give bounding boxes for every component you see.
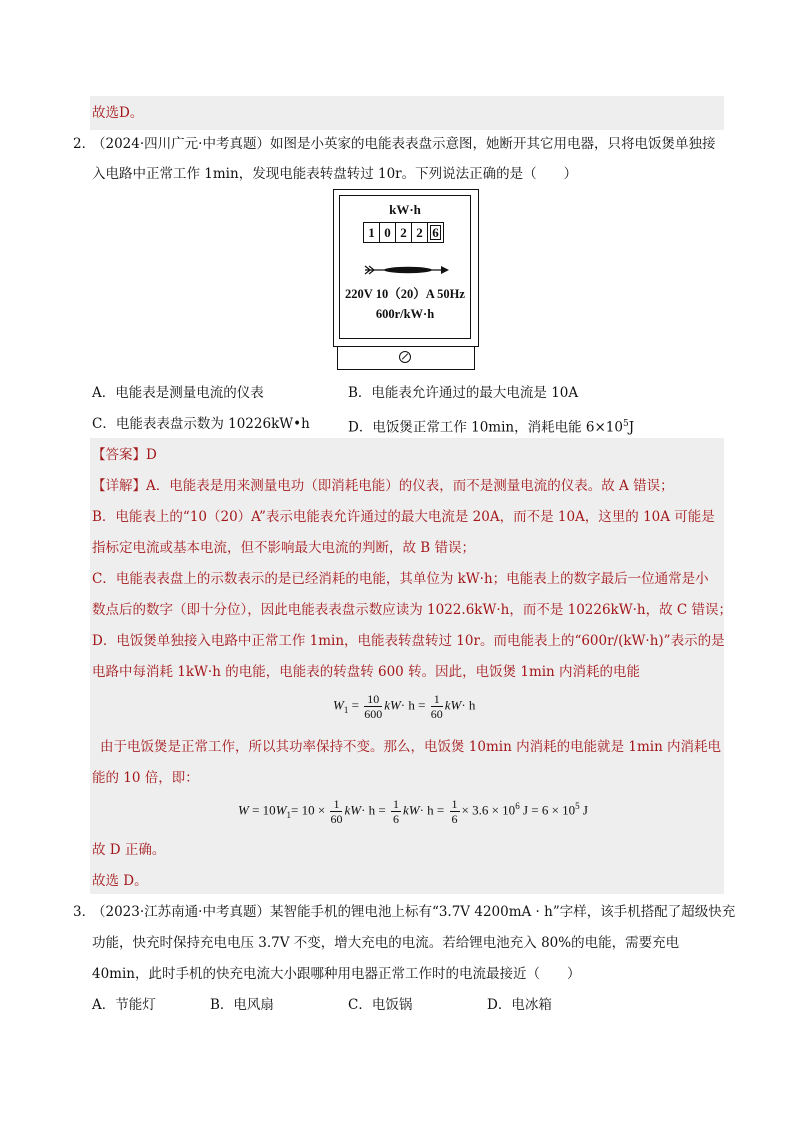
meter-digit: 2 xyxy=(396,223,412,242)
meter-disc-arrow-icon xyxy=(361,263,451,277)
q2-analysis-e2: 能的 10 倍，即： xyxy=(92,770,199,786)
q2-answer: 【答案】D xyxy=(92,447,157,463)
q2-option-b: B．电能表允许通过的最大电流是 10A xyxy=(348,385,579,401)
meter-digit-decimal: 6 xyxy=(428,223,443,242)
q2-analysis-c1: C．电能表表盘上的示数表示的是已经消耗的电能，其单位为 kW·h；电能表上的数字最后一位通常是小 xyxy=(92,571,709,587)
meter-digit: 0 xyxy=(380,223,396,242)
meter-rating: 220V 10（20）A 50Hz xyxy=(345,287,465,301)
q3-number: 3． xyxy=(73,904,96,920)
q3-line2: 功能，快充时保持充电电压 3.7V 不变，增大充电的电流。若给锂电池充入 80%的电能，需要充电 xyxy=(92,935,680,951)
q2-analysis-f: 故 D 正确。 xyxy=(92,842,166,858)
q2-number: 2． xyxy=(73,136,96,152)
q3-option-d: D．电冰箱 xyxy=(487,997,552,1013)
q3-option-c: C．电饭锅 xyxy=(348,997,413,1013)
q2-analysis-e1: 由于电饭煲是正常工作，所以其功率保持不变。那么，电饭煲 10min 内消耗的电能就是 1min 内消耗电 xyxy=(100,739,722,755)
q2-analysis-g: 故选 D。 xyxy=(92,873,148,889)
prev-analysis-shade xyxy=(90,96,724,130)
q3-line1: （2023·江苏南通·中考真题）某智能手机的锂电池上标有“3.7V 4200mA · h”字样，该手机搭配了超级快充 xyxy=(92,904,736,920)
screw-icon xyxy=(399,351,411,363)
q2-option-c: C．电能表表盘示数为 10226kW•h xyxy=(92,416,310,432)
prev-conclusion: 故选D。 xyxy=(92,105,144,121)
q2-analysis-c2: 数点后的数字（即十分位），因此电能表表盘示数应读为 1022.6kW·h，而不是 10226kW·h，故 C 错误； xyxy=(92,602,733,618)
electric-meter-figure xyxy=(333,189,479,371)
equation-w: $W = 10W_1= 10$ × $\frac{1}{60}$ kW· h = $\frac{1}{6}$ kW· h = $\frac{1}{6}$ × $3.6 \times 10^6$ $J = 6 \times 10^5$ J xyxy=(238,797,588,826)
meter-digit: 2 xyxy=(412,223,428,242)
q2-analysis-a: 【详解】A．电能表是用来测量电功（即消耗电能）的仪表，而不是测量电流的仪表。故 A 错误； xyxy=(92,478,674,494)
q3-option-a: A．节能灯 xyxy=(92,997,156,1013)
q2-analysis-b2: 指标定电流或基本电流，但不影响最大电流的判断，故 B 错误； xyxy=(92,540,476,556)
q2-analysis-d1: D．电饭煲单独接入电路中正常工作 1min，电能表转盘转过 10r。而电能表上的“600r/(kW·h)”表示的是 xyxy=(92,633,725,649)
q2-stem-line2: 入电路中正常工作 1min，发现电能表转盘转过 10r。下列说法正确的是（ ） xyxy=(92,166,578,182)
meter-constant: 600r/kW·h xyxy=(375,307,435,321)
equation-w1: $W_1$ = $\frac{10}{600}$ kW· h = $\frac{1}{60}$ kW· h xyxy=(333,692,476,721)
q2-option-d: D．电饭煲正常工作 10min，消耗电能 $6\times 10^5J$ xyxy=(348,419,635,436)
q2-analysis-d2: 电路中每消耗 1kW·h 的电能，电能表的转盘转 600 转。因此，电饭煲 1min 内消耗的电能 xyxy=(92,664,641,680)
meter-unit: kW·h xyxy=(389,202,421,217)
q2-analysis-b1: B．电能表上的“10（20）A”表示电能表允许通过的最大电流是 20A，而不是 10A，这里的 10A 可能是 xyxy=(92,509,715,525)
meter-digits xyxy=(363,222,444,243)
meter-digit: 1 xyxy=(364,223,380,242)
q3-line3: 40min，此时手机的快充电流大小跟哪种用电器正常工作时的电流最接近（ ） xyxy=(92,966,581,982)
q3-option-b: B．电风扇 xyxy=(210,997,274,1013)
q2-stem-line1: （2024·四川广元·中考真题）如图是小英家的电能表表盘示意图，她断开其它用电器，只将电饭煲单独接 xyxy=(92,136,716,152)
q2-option-a: A．电能表是测量电流的仪表 xyxy=(92,385,264,401)
